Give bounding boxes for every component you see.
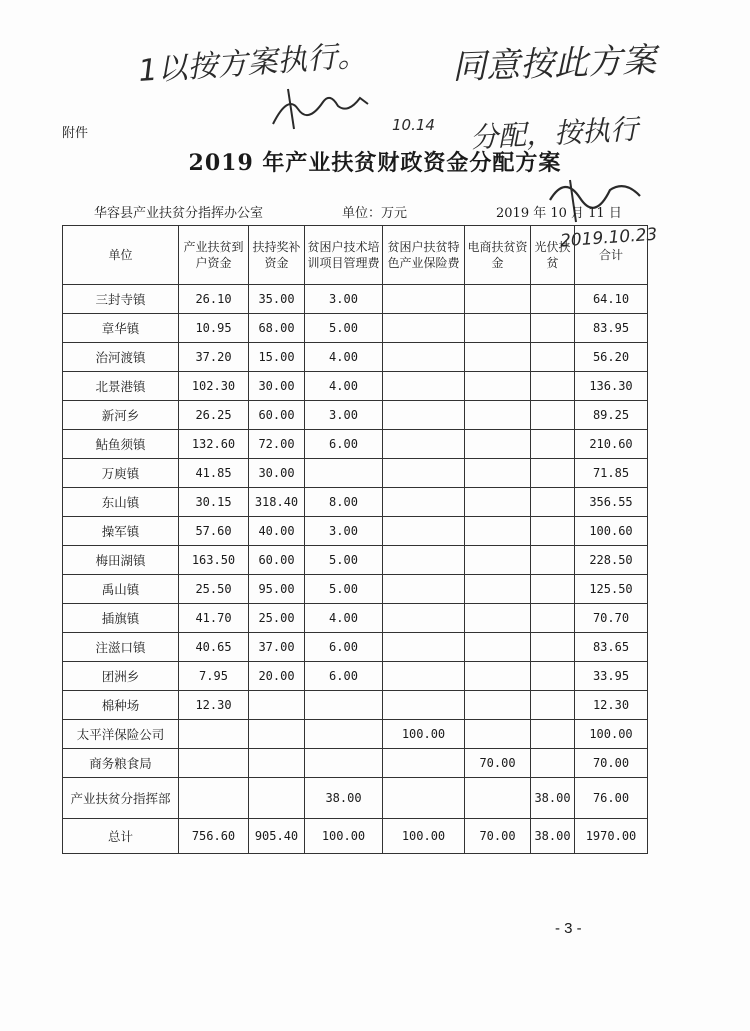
unit-name-cell: 太平洋保险公司	[63, 720, 179, 749]
table-row	[63, 604, 648, 633]
value-cell	[383, 604, 465, 633]
value-cell: 37.00	[249, 633, 305, 662]
value-cell	[383, 778, 465, 819]
table-row	[63, 546, 648, 575]
value-cell	[531, 343, 575, 372]
value-cell	[383, 372, 465, 401]
value-cell	[179, 778, 249, 819]
value-cell	[383, 343, 465, 372]
value-cell	[383, 546, 465, 575]
value-cell	[465, 691, 531, 720]
handwritten-allocation-note: 分配，按执行	[469, 112, 639, 155]
allocation-table	[62, 225, 648, 854]
table-row	[63, 778, 648, 819]
value-cell	[465, 430, 531, 459]
value-cell: 20.00	[249, 662, 305, 691]
value-cell	[383, 575, 465, 604]
value-cell	[383, 314, 465, 343]
table-row	[63, 633, 648, 662]
value-cell: 356.55	[575, 488, 648, 517]
value-cell: 136.30	[575, 372, 648, 401]
table-row	[63, 488, 648, 517]
value-cell: 33.95	[575, 662, 648, 691]
value-cell	[531, 372, 575, 401]
handwritten-date-2: 2019.10.23	[559, 224, 658, 252]
header-cell: 产业扶贫到户资金	[179, 226, 249, 285]
value-cell: 100.00	[575, 720, 648, 749]
value-cell: 102.30	[179, 372, 249, 401]
value-cell	[249, 778, 305, 819]
value-cell	[305, 720, 383, 749]
value-cell: 12.30	[575, 691, 648, 720]
value-cell: 100.60	[575, 517, 648, 546]
table-header-row	[63, 226, 648, 285]
value-cell: 72.00	[249, 430, 305, 459]
value-cell	[465, 604, 531, 633]
total-label-cell: 总计	[63, 819, 179, 854]
value-cell: 89.25	[575, 401, 648, 430]
table-row	[63, 343, 648, 372]
header-cell: 贫困户扶贫特色产业保险费	[383, 226, 465, 285]
value-cell	[249, 691, 305, 720]
value-cell: 83.95	[575, 314, 648, 343]
value-cell: 25.00	[249, 604, 305, 633]
signature-scribble-1	[268, 84, 378, 134]
table-row	[63, 285, 648, 314]
value-cell	[249, 720, 305, 749]
handwritten-instruction: 1以按方案执行。	[137, 38, 369, 89]
value-cell	[531, 459, 575, 488]
value-cell: 40.00	[249, 517, 305, 546]
value-cell: 40.65	[179, 633, 249, 662]
header-cell: 合计	[575, 226, 648, 285]
unit-name-cell: 章华镇	[63, 314, 179, 343]
unit-name-cell: 东山镇	[63, 488, 179, 517]
value-cell	[531, 691, 575, 720]
total-row	[63, 819, 648, 854]
value-cell	[465, 778, 531, 819]
value-cell	[305, 749, 383, 778]
value-cell: 4.00	[305, 343, 383, 372]
value-cell	[465, 662, 531, 691]
unit-name-cell: 禹山镇	[63, 575, 179, 604]
value-cell: 228.50	[575, 546, 648, 575]
value-cell: 35.00	[249, 285, 305, 314]
signature-scribble-2	[540, 170, 650, 230]
value-cell: 38.00	[305, 778, 383, 819]
total-value-cell: 905.40	[249, 819, 305, 854]
table-row	[63, 314, 648, 343]
value-cell: 25.50	[179, 575, 249, 604]
unit-name-cell: 棉种场	[63, 691, 179, 720]
unit-name-cell: 商务粮食局	[63, 749, 179, 778]
value-cell: 132.60	[179, 430, 249, 459]
value-cell: 5.00	[305, 314, 383, 343]
value-cell: 60.00	[249, 546, 305, 575]
total-value-cell: 70.00	[465, 819, 531, 854]
value-cell: 95.00	[249, 575, 305, 604]
value-cell: 318.40	[249, 488, 305, 517]
attachment-label: 附件	[62, 126, 89, 141]
value-cell: 26.25	[179, 401, 249, 430]
value-cell	[249, 749, 305, 778]
value-cell: 10.95	[179, 314, 249, 343]
value-cell: 125.50	[575, 575, 648, 604]
page-number: - 3 -	[555, 920, 582, 937]
table-row	[63, 575, 648, 604]
value-cell	[531, 662, 575, 691]
value-cell: 37.20	[179, 343, 249, 372]
unit-label: 单位：万元	[342, 206, 408, 221]
value-cell: 41.70	[179, 604, 249, 633]
value-cell	[305, 459, 383, 488]
unit-name-cell: 梅田湖镇	[63, 546, 179, 575]
value-cell: 3.00	[305, 401, 383, 430]
value-cell: 4.00	[305, 604, 383, 633]
value-cell: 6.00	[305, 662, 383, 691]
value-cell: 8.00	[305, 488, 383, 517]
document-date: 2019 年 10 月 11 日	[496, 206, 622, 221]
value-cell: 3.00	[305, 285, 383, 314]
value-cell	[383, 285, 465, 314]
value-cell	[465, 546, 531, 575]
value-cell	[531, 575, 575, 604]
value-cell: 70.00	[575, 749, 648, 778]
value-cell: 76.00	[575, 778, 648, 819]
value-cell	[465, 372, 531, 401]
value-cell: 6.00	[305, 633, 383, 662]
total-value-cell: 100.00	[383, 819, 465, 854]
value-cell: 30.00	[249, 372, 305, 401]
value-cell: 26.10	[179, 285, 249, 314]
value-cell	[465, 633, 531, 662]
unit-name-cell: 插旗镇	[63, 604, 179, 633]
table-row	[63, 662, 648, 691]
value-cell	[383, 401, 465, 430]
value-cell	[465, 314, 531, 343]
handwritten-approval: 同意按此方案	[451, 40, 657, 88]
table-row	[63, 430, 648, 459]
value-cell	[531, 546, 575, 575]
value-cell: 41.85	[179, 459, 249, 488]
value-cell	[465, 401, 531, 430]
value-cell: 100.00	[383, 720, 465, 749]
unit-name-cell: 三封寺镇	[63, 285, 179, 314]
value-cell	[531, 285, 575, 314]
value-cell	[531, 517, 575, 546]
value-cell	[465, 517, 531, 546]
value-cell	[383, 633, 465, 662]
table-row	[63, 720, 648, 749]
header-cell: 扶持奖补资金	[249, 226, 305, 285]
value-cell: 7.95	[179, 662, 249, 691]
value-cell	[531, 604, 575, 633]
table-row	[63, 372, 648, 401]
total-value-cell: 756.60	[179, 819, 249, 854]
value-cell: 5.00	[305, 546, 383, 575]
value-cell: 3.00	[305, 517, 383, 546]
unit-name-cell: 操军镇	[63, 517, 179, 546]
header-cell: 单位	[63, 226, 179, 285]
unit-name-cell: 新河乡	[63, 401, 179, 430]
value-cell	[531, 430, 575, 459]
value-cell: 12.30	[179, 691, 249, 720]
value-cell	[383, 691, 465, 720]
value-cell	[465, 343, 531, 372]
value-cell: 30.15	[179, 488, 249, 517]
value-cell	[531, 633, 575, 662]
value-cell	[383, 517, 465, 546]
table-row	[63, 459, 648, 488]
page-title: 2019 年产业扶贫财政资金分配方案	[188, 150, 562, 176]
value-cell	[465, 720, 531, 749]
value-cell: 4.00	[305, 372, 383, 401]
value-cell: 56.20	[575, 343, 648, 372]
value-cell	[531, 749, 575, 778]
value-cell	[531, 314, 575, 343]
handwritten-date-1: 10.14	[392, 116, 435, 134]
value-cell	[465, 488, 531, 517]
value-cell	[383, 662, 465, 691]
value-cell	[383, 488, 465, 517]
value-cell	[465, 285, 531, 314]
total-value-cell: 1970.00	[575, 819, 648, 854]
value-cell: 15.00	[249, 343, 305, 372]
value-cell: 71.85	[575, 459, 648, 488]
value-cell: 6.00	[305, 430, 383, 459]
unit-name-cell: 北景港镇	[63, 372, 179, 401]
unit-name-cell: 注滋口镇	[63, 633, 179, 662]
value-cell	[179, 720, 249, 749]
value-cell	[531, 720, 575, 749]
table-row	[63, 691, 648, 720]
value-cell: 38.00	[531, 778, 575, 819]
value-cell	[465, 575, 531, 604]
unit-name-cell: 产业扶贫分指挥部	[63, 778, 179, 819]
total-value-cell: 38.00	[531, 819, 575, 854]
value-cell: 5.00	[305, 575, 383, 604]
issuer: 华容县产业扶贫分指挥办公室	[94, 206, 264, 221]
unit-name-cell: 鲇鱼须镇	[63, 430, 179, 459]
value-cell	[465, 459, 531, 488]
unit-name-cell: 万庾镇	[63, 459, 179, 488]
unit-name-cell: 团洲乡	[63, 662, 179, 691]
value-cell	[383, 749, 465, 778]
value-cell: 70.00	[465, 749, 531, 778]
value-cell: 210.60	[575, 430, 648, 459]
table-row	[63, 401, 648, 430]
header-cell: 贫困户技术培训项目管理费	[305, 226, 383, 285]
header-cell: 电商扶贫资金	[465, 226, 531, 285]
value-cell	[531, 488, 575, 517]
value-cell: 30.00	[249, 459, 305, 488]
value-cell	[531, 401, 575, 430]
table-row	[63, 517, 648, 546]
table-row	[63, 749, 648, 778]
total-value-cell: 100.00	[305, 819, 383, 854]
value-cell	[305, 691, 383, 720]
value-cell	[179, 749, 249, 778]
value-cell: 64.10	[575, 285, 648, 314]
header-cell: 光伏扶贫	[531, 226, 575, 285]
value-cell: 163.50	[179, 546, 249, 575]
value-cell	[383, 430, 465, 459]
value-cell: 70.70	[575, 604, 648, 633]
unit-name-cell: 治河渡镇	[63, 343, 179, 372]
value-cell: 83.65	[575, 633, 648, 662]
value-cell: 60.00	[249, 401, 305, 430]
value-cell	[383, 459, 465, 488]
value-cell: 57.60	[179, 517, 249, 546]
value-cell: 68.00	[249, 314, 305, 343]
